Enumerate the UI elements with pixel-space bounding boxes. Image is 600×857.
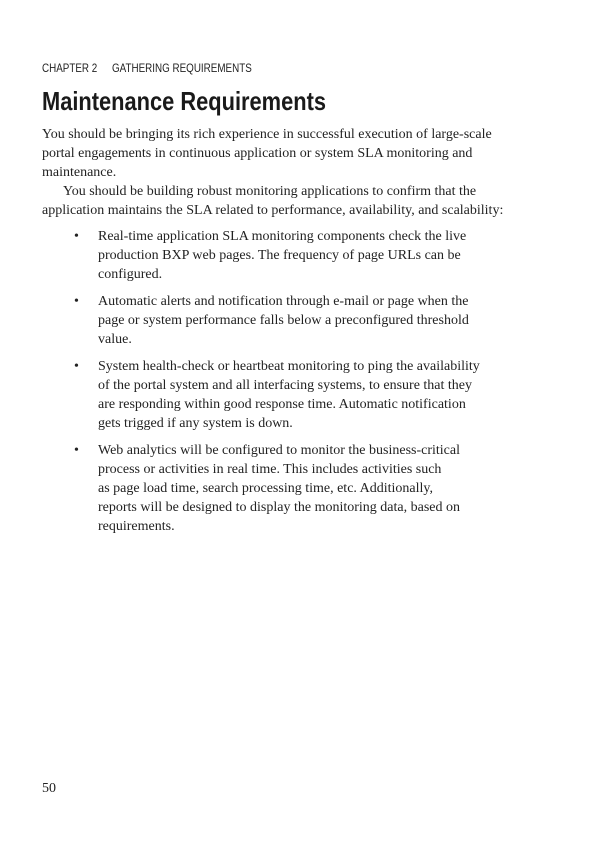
list-item: [74, 441, 480, 536]
text-line: application maintains the SLA related to performance, availability, and scalability:: [42, 203, 504, 218]
text-line: requirements.: [98, 519, 175, 534]
text-line: process or activities in real time. This includes activities such: [98, 462, 442, 477]
body-text: [42, 125, 503, 220]
text-line: reports will be designed to display the monitoring data, based on: [98, 500, 460, 515]
list-item: [74, 292, 480, 349]
text-line: You should be building robust monitoring applications to confirm that the: [63, 184, 477, 199]
bullet-icon: •: [74, 294, 79, 309]
text-line: System health-check or heartbeat monitoring to ping the availability: [98, 359, 480, 374]
bullet-icon: •: [74, 359, 79, 374]
bullet-list: [74, 227, 480, 544]
text-line: portal engagements in continuous application or system SLA monitoring and: [42, 146, 473, 161]
text-line: of the portal system and all interfacing systems, to ensure that they: [98, 378, 473, 393]
text-line: configured.: [98, 267, 163, 282]
text-line: are responding within good response time. Automatic notification: [98, 397, 466, 412]
text-line: production BXP web pages. The frequency of page URLs can be: [98, 248, 461, 263]
text-line: Real-time application SLA monitoring components check the live: [98, 229, 467, 244]
paragraph-2: [42, 182, 503, 220]
list-item: [74, 357, 480, 433]
text-line: value.: [98, 332, 132, 347]
text-line: maintenance.: [42, 165, 117, 180]
paragraph-1: [42, 125, 503, 182]
bullet-icon: •: [74, 229, 79, 244]
page-number: 50: [42, 781, 56, 796]
chapter-title: GATHERING REQUIREMENTS: [111, 61, 252, 75]
chapter-number: CHAPTER 2: [42, 61, 98, 75]
text-line: Web analytics will be configured to monitor the business-critical: [98, 443, 460, 458]
text-line: Automatic alerts and notification through e-mail or page when the: [98, 294, 469, 309]
text-line: gets trigged if any system is down.: [98, 416, 293, 431]
text-line: You should be bringing its rich experience in successful execution of large-scale: [42, 127, 492, 142]
list-item: [74, 227, 480, 284]
section-title: Maintenance Requirements: [42, 86, 326, 116]
text-line: as page load time, search processing time, etc. Additionally,: [98, 481, 433, 496]
running-header: [42, 61, 252, 75]
text-line: page or system performance falls below a preconfigured threshold: [98, 313, 469, 328]
bullet-icon: •: [74, 443, 79, 458]
